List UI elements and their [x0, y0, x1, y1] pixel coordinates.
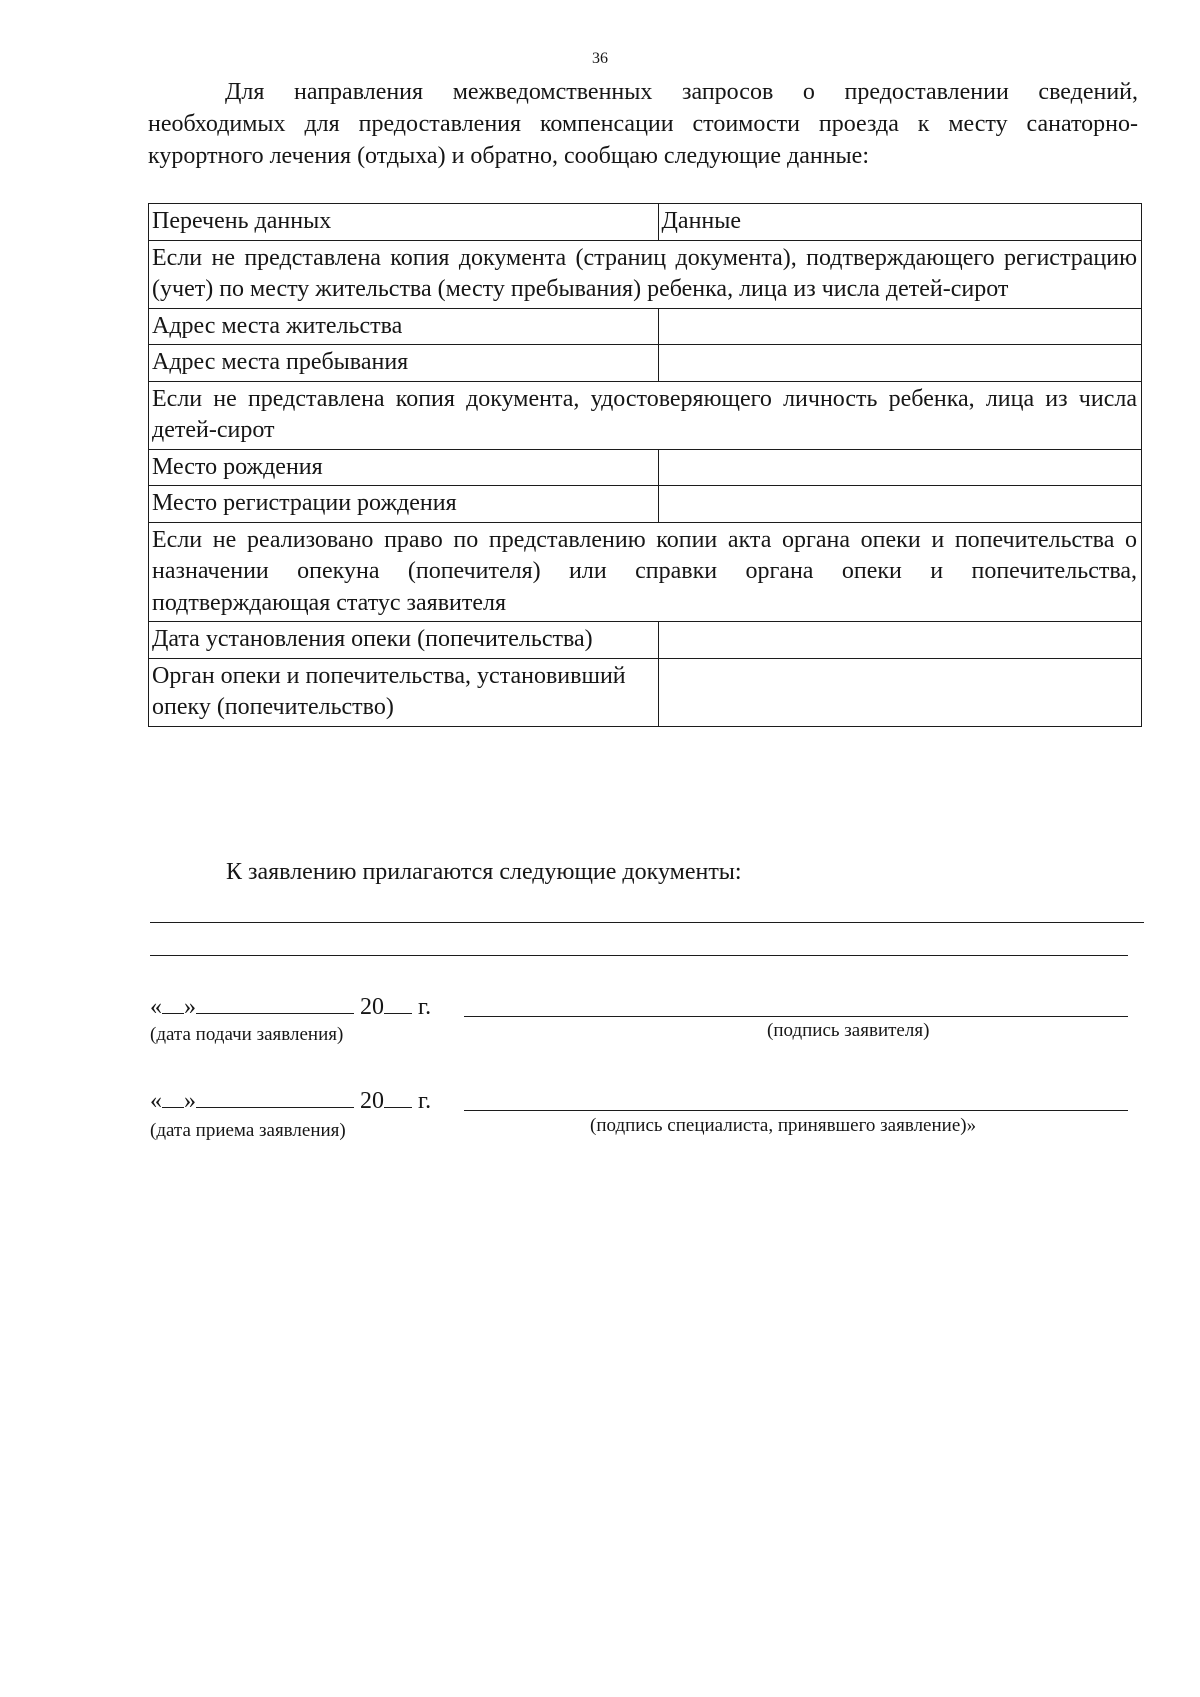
table-header-row [149, 204, 1142, 241]
attachment-line-2[interactable] [150, 955, 1128, 956]
header-data-list: Перечень данных [149, 204, 659, 241]
label-birth-place: Место рождения [149, 449, 659, 486]
intro-paragraph: Для направления межведомственных запросов о предоставлении сведений, необходимых для предоставления компенсации стоимости проезда к месту санаторно-курортного лечения (отдыха) и обратно, сообщаю следующие данные: [148, 79, 1138, 169]
value-birth-place[interactable] [658, 449, 1141, 486]
value-guardianship-authority[interactable] [658, 658, 1141, 726]
label-residence-address: Адрес места жительства [149, 308, 659, 345]
table-section-row [149, 522, 1142, 622]
acceptance-date-caption: (дата приема заявления) [150, 1120, 346, 1141]
submission-date-caption: (дата подачи заявления) [150, 1024, 344, 1045]
table-section-row [149, 240, 1142, 308]
open-quote: « [150, 994, 162, 1020]
attachments-title: К заявлению прилагаются следующие документы: [226, 859, 742, 885]
value-residence-address[interactable] [658, 308, 1141, 345]
label-stay-address: Адрес места пребывания [149, 345, 659, 382]
year-prefix: 20 [360, 994, 384, 1020]
table-row [149, 622, 1142, 659]
label-guardianship-authority: Орган опеки и попечительства, установивший опеку (попечительство) [149, 658, 659, 726]
value-guardianship-date[interactable] [658, 622, 1141, 659]
specialist-signature-caption: (подпись специалиста, принявшего заявление)» [590, 1115, 977, 1136]
table-row [149, 345, 1142, 382]
header-data: Данные [658, 204, 1141, 241]
table-section-row [149, 381, 1142, 449]
value-birth-registration-place[interactable] [658, 486, 1141, 523]
table-row [149, 449, 1142, 486]
open-quote: « [150, 1088, 162, 1114]
year-blank[interactable] [384, 989, 412, 1014]
label-birth-registration-place: Место регистрации рождения [149, 486, 659, 523]
applicant-signature-line[interactable] [464, 992, 1128, 1017]
section-guardianship: Если не реализовано право по представлению копии акта органа опеки и попечительства о назначении опекуна (попечителя) или справки органа опеки и попечительства, подтверждающая статус заявителя [149, 522, 1142, 622]
year-suffix: г. [418, 994, 432, 1020]
page-number: 36 [592, 50, 608, 67]
table-row [149, 308, 1142, 345]
attachment-line-1[interactable] [150, 922, 1144, 923]
year-suffix: г. [418, 1088, 432, 1114]
submission-date-row [150, 989, 431, 1021]
section-registration: Если не представлена копия документа (страниц документа), подтверждающего регистрацию (учет) по месту жительства (месту пребывания) ребенка, лица из числа детей-сирот [149, 240, 1142, 308]
month-blank[interactable] [196, 989, 354, 1014]
month-blank[interactable] [196, 1083, 354, 1108]
day-blank[interactable] [162, 1083, 184, 1108]
close-quote: » [184, 1088, 196, 1114]
close-quote: » [184, 994, 196, 1020]
value-stay-address[interactable] [658, 345, 1141, 382]
applicant-signature-caption: (подпись заявителя) [767, 1020, 930, 1041]
table-row [149, 486, 1142, 523]
section-identity: Если не представлена копия документа, удостоверяющего личность ребенка, лица из числа детей-сирот [149, 381, 1142, 449]
year-prefix: 20 [360, 1088, 384, 1114]
table-row [149, 658, 1142, 726]
year-blank[interactable] [384, 1083, 412, 1108]
data-table [148, 203, 1142, 727]
acceptance-date-row [150, 1083, 431, 1115]
day-blank[interactable] [162, 989, 184, 1014]
specialist-signature-line[interactable] [464, 1086, 1128, 1111]
label-guardianship-date: Дата установления опеки (попечительства) [149, 622, 659, 659]
